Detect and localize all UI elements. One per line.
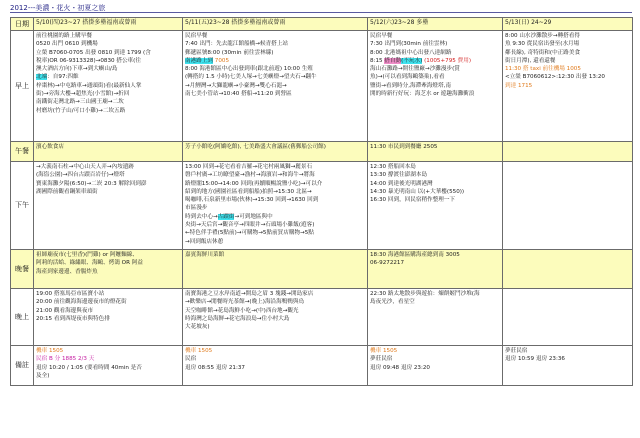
price-tag: (1005+795 費用): [424, 57, 472, 64]
text-line: 16:30 回到，回民宿稍作整理一下: [370, 197, 456, 204]
row-notes: [11, 346, 633, 386]
text-line: 祖師廟夜市(七里香)(鬥雞) or 阿嬤麵線、: [36, 252, 138, 258]
text-line: 澳大酒店方向)下車→到大嶼山/島: [36, 66, 118, 73]
cell-evening-day4: [503, 289, 633, 346]
text-line: 街日月潭), 還看還餐: [505, 57, 556, 64]
row-morning: [11, 31, 633, 142]
text-line: 退房 10:20 / 1:05 (要看時間 40min 是否: [36, 364, 142, 371]
text-line: 民宿早餐: [185, 33, 208, 39]
text-line: 20:00 前往觀海海邊邊夜市的燈花街: [36, 299, 127, 306]
text-line: 12:30 搭船回本島: [370, 164, 416, 170]
cell-noon-day2: 芳子小館吃(阿嬌吃館), 七美路盛大會議區(舊郵船公司館): [183, 142, 368, 162]
document-title: 2012---美濃・花火・初夏之旅: [10, 4, 106, 12]
text-line: 06-9272217: [370, 260, 405, 267]
text-line: 寶東海灘夕陽(6:50)→二崁 20:3 解除回到澎: [36, 180, 147, 187]
text-line: 魚 9:30 從民宿出發至(水月場: [505, 41, 580, 48]
row-evening: [11, 289, 633, 346]
cell-morning-day4: [503, 31, 633, 142]
text-line: (轉搭約 1.5 小時)七美人塚→七美嶼燈→望夫石→翻牛: [185, 74, 317, 81]
text-line: →回到飯店休憩: [185, 238, 224, 245]
text-line: 0520 出門 0610 到機場: [36, 41, 98, 48]
text-line: 20:15 看到西堤夜市與特色排: [36, 315, 110, 322]
text-line: 鹽街→看到時分,海滯牽海燈塔,南: [370, 82, 451, 89]
text-line: 海產到家邊邊、香腸炸魚: [36, 268, 98, 275]
text-fragment: →可到地區與中: [234, 213, 273, 220]
highlight-activity: 搭自動: [384, 57, 402, 64]
cell-dinner-day3: [368, 250, 503, 289]
text-line: 8:00 山水沙灘散步→轉搭看得: [505, 33, 580, 39]
text-line: 14:30 暴光明南山 以(+大華樓(550)): [370, 188, 465, 195]
text-line: 退房 08:55 退房 21:37: [185, 364, 245, 371]
text-line: 鄰長線), 奇特街和(中正路美食: [505, 49, 581, 56]
row-label-dinner: 晚餐: [11, 250, 34, 289]
text-line: 喝咖啡,石泉新里市場(伙林)→15:30 回到→1630 回到: [185, 197, 319, 204]
text-line: 天空咖啡館→花島海鮮小吃→(中)西台地→觀光: [185, 307, 299, 314]
text-line: 魚)→(可以看到海鷗築巢),看看: [370, 74, 445, 81]
text-line: 19:00 搭塞馬亞市區寶小站: [36, 291, 105, 297]
title-underline: [10, 12, 632, 13]
text-line: 13:30 撐渡往澎湖本島: [370, 172, 428, 179]
text-line: 梓棗林)→中屯路車→通頭街)看(最新仙人掌: [36, 82, 142, 89]
text-line: 18:30 海港館區購海產總到南 3005: [370, 252, 460, 258]
text-line: →歡樂店→閒餐時光茶館→(晚上)海沿海鴨鴨與鳥: [185, 299, 305, 306]
cell-dinner-day2: 嘉賓海鮮川菜館: [183, 250, 368, 289]
text-line: 村磨坊(竹子山/可口小雞)→二坎五路: [36, 107, 126, 114]
cell-morning-day3: [368, 31, 503, 142]
highlight-south-route: 南港路上到: [185, 57, 213, 64]
cell-morning-day1: [34, 31, 183, 142]
text-line: 立榮 B7060-0705 出發 0810 到達 1799 (含: [36, 49, 151, 56]
header-day2: 5/11(五)23~28 搭掛多壘福南或曾雨: [183, 18, 368, 31]
cell-dinner-day1: [34, 250, 183, 289]
text-line: 夢莊民宿: [505, 348, 528, 354]
text-line: 南寶海港之豆水岸南道→開島之眉 3 塊錢→開島家店: [185, 291, 314, 297]
text-line: 街)→旁海大樓→超焦光(小雪館)→折回: [36, 91, 130, 98]
text-line: 稅率)OR 06-9313328)→0830 搭公車(往: [36, 57, 141, 64]
highlight-no-water: (不玩水): [401, 57, 423, 64]
text-line: 機車 1505: [370, 348, 398, 354]
header-corner: 日期: [11, 18, 34, 31]
text-fragment: ：自97:四維: [47, 74, 79, 81]
text-line: →大義南石柱→中心山天人弄→內垵遺跡: [36, 164, 134, 170]
cell-notes-day4: [503, 346, 633, 386]
row-noon: [11, 142, 633, 162]
cell-afternoon-day2: [183, 162, 368, 250]
itinerary-table: [10, 17, 633, 386]
text-line: 南七美小管站→10:40 搭船→11:20 到營區: [185, 91, 292, 98]
text-line: →月鯉灣→大獅龍嶼→小臺灣→雙心石滬→: [185, 82, 287, 89]
row-label-morning: 早上: [11, 31, 34, 142]
text-line: 8:00 北港媽祖中心出發八達網路: [370, 49, 452, 56]
cell-afternoon-day3: [368, 162, 503, 250]
header-day3: 5/12(六)23~28 多壘: [368, 18, 503, 31]
price-tag: 7005: [214, 57, 230, 64]
text-line: 湖國際前觀看鋼架車頭街: [36, 188, 98, 195]
highlight-old-street: 古蹟街: [217, 213, 235, 220]
header-day1: 5/10(四)23~27 搭掛多壘福南或曾雨: [34, 18, 183, 31]
text-line: 夢莊民宿: [370, 356, 393, 363]
row-label-notes: 備註: [11, 346, 34, 386]
text-line: 海山石灘路→開往鹽廠→沙灘漫步(賞: [370, 66, 460, 73]
text-line: 島夜光沙，看星空: [370, 299, 415, 306]
cell-morning-day2: [183, 31, 368, 142]
text-line: 機車 1505: [185, 348, 213, 354]
text-line: 21:00 觀看海邊與夜市: [36, 307, 94, 314]
text-line: 央街→天后宮→觀音亭→四眼井→石頭場小雞飯(遊客): [185, 222, 315, 229]
text-line: 民宿: [185, 356, 197, 363]
cell-afternoon-day1: [34, 162, 183, 250]
header-day4: 5/13(日) 24~29: [503, 18, 633, 31]
text-fragment: 時到去中心→: [185, 213, 218, 220]
text-line: ←特色伴手禮(5點前)→可購物→5點前買店購物→5點: [185, 230, 314, 237]
text-line: 到達 1715: [505, 82, 533, 89]
text-line: 7:40 出門：先去龍江館船橋→候青搭上站: [185, 41, 288, 48]
text-line: 7:30 出門到(30min 前往雲林): [370, 41, 448, 48]
cell-noon-day3: 11:30 市民到到餐廳 2505: [368, 142, 503, 162]
text-line: 南鐵街走灣北路→三山國王廟→二坎: [36, 99, 124, 106]
text-line: 退房 09:48 退房 23:20: [370, 364, 430, 371]
cell-notes-day3: [368, 346, 503, 386]
row-afternoon: [11, 162, 633, 250]
text-line: 市區漫步: [185, 205, 208, 212]
row-dinner: [11, 250, 633, 289]
text-line: 郵遞區號8:00 (30min 前往雲林縣): [185, 49, 274, 56]
cell-evening-day1: [34, 289, 183, 346]
text-line: 及全): [36, 372, 50, 379]
text-line: 紹到的地方(國園社區看到船船)拍照→15:30 北區→: [185, 188, 312, 195]
cell-afternoon-day4: [503, 162, 633, 250]
text-line: 13:00 回到→花宅看看吉羅→花宅村兩風獅→麗景石: [185, 164, 313, 170]
cell-dinner-day4: [503, 250, 633, 289]
text-line: <立榮 B7060612>:12:30 出發 13:20: [505, 74, 605, 81]
text-line: 時海灣之島海鮮→花宅海浪島→住小村大島: [185, 315, 290, 322]
text-line: 11:30 搭 taxi 前往機場 1005: [505, 66, 581, 73]
text-line: 開的時新行好玩：海芝水 or 遊趣海灘衝浪: [370, 91, 475, 98]
row-label-noon: 午餐: [11, 142, 34, 162]
text-line: 8:00 海港館區中心出發到車(跟北前遊) 10:00 生殖: [185, 66, 313, 73]
text-line: 22:30 路太地散步與遊拍：煉餅姬鬥沙堆(海: [370, 291, 480, 297]
cell-notes-day2: [183, 346, 368, 386]
text-line: (海盜公園)→四台古蹟百岩仔)→燈塔: [36, 172, 125, 179]
row-label-afternoon: 下午: [11, 162, 34, 250]
text-line: 機車 1505: [36, 348, 64, 354]
text-line: 退房 10:59 退房 23:36: [505, 356, 565, 363]
text-line: 大花坡灰): [185, 324, 210, 331]
cell-evening-day3: [368, 289, 503, 346]
highlight-north: 北端: [36, 74, 48, 81]
cell-notes-day1: [34, 346, 183, 386]
cell-noon-day1: 濱心飲食店: [34, 142, 183, 162]
text-line: 前往桃園的路上購早餐: [36, 33, 92, 39]
text-line: 磐戶村廣→工坊瞭望臺→漁村→海濱岩→和海牛→將海: [185, 172, 315, 179]
header-row: [11, 18, 633, 31]
text-line: 民宿早餐: [370, 33, 393, 39]
text-line: 14:00 到達後光明湖港灣: [370, 180, 433, 187]
text-line: 民宿 B 分 1885 2/3 天: [36, 356, 95, 363]
text-fragment: 8:15: [370, 57, 385, 64]
text-line: 阿莉的活蛤、綠繡眼、海鷗、烤鴿 OR 阿益: [36, 260, 143, 267]
text-line: 路燈閣15:00→14:00 回到(再續順暢說鹽小吃)→可以介: [185, 180, 323, 187]
row-label-evening: 晚上: [11, 289, 34, 346]
cell-noon-day4: [503, 142, 633, 162]
cell-evening-day2: [183, 289, 368, 346]
